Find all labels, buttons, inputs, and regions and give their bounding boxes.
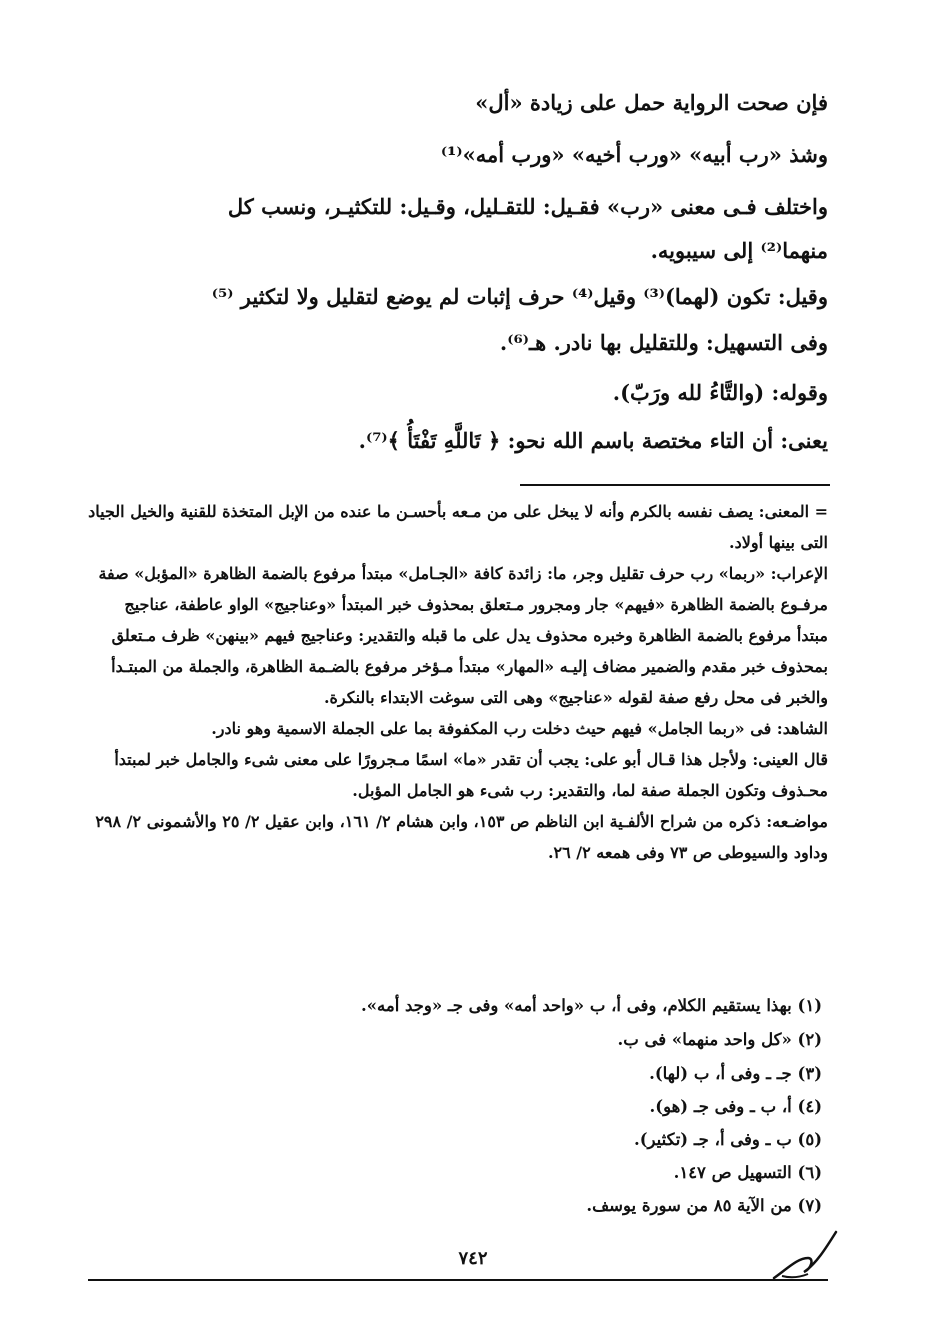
footnote-item: (٢) «كل واحد منهما» فى ب. (617, 1030, 822, 1049)
main-text-line: وقوله: (والتَّاءُ لله ورَبّ). (612, 380, 828, 405)
footnote-item: (٧) من الآية ٨٥ من سورة يوسف. (586, 1196, 822, 1215)
footnote-item: (٦) التسهيل ص ١٤٧. (673, 1163, 822, 1182)
main-text-line: وقيل: تكون (لهما)⁽³⁾ وقيل⁽⁴⁾ حرف إثبات لم يوضع لتقليل ولا لتكثير ⁽⁵⁾ (211, 284, 828, 309)
main-text-line: يعنى: أن التاء مختصة باسم الله نحو: ﴿ تَاللَّهِ تَفْتَأُ ﴾⁽⁷⁾. (358, 428, 828, 453)
footnote-item: (٣) جـ ـ وفى أ، ب (لها). (649, 1064, 822, 1083)
footnote-item: (٥) ب ـ وفى أ، جـ (تكثير). (633, 1130, 822, 1149)
commentary-evidence: الشاهد: فى «ربما الجامل» فيهم حيث دخلت رب المكفوفة بما على الجملة الاسمية وهو نادر. (211, 719, 828, 738)
commentary-sources: مواضـعه: ذكره من شراح الألفـية ابن الناظم ص ١٥٣، وابن هشام ٢/ ١٦١، وابن عقيل ٢/ ٢٥ والأشمونى ٢/ ٢٩٨ وداود والسيوطى ص ٧٣ وفى همعه ٢/ ٢٦. (95, 812, 828, 862)
footnote-commentary (88, 496, 828, 868)
main-text-line: واختلف فـى معنى «رب» فقـيل: للتقـليل، وقـيل: للتكثيـر، ونسب كل (227, 194, 828, 219)
commentary-ayni: قال العينى: ولأجل هذا قـال أبو على: يجب أن تقدر «ما» اسمًا مـجرورًا على معنى شىء والجامل خبر لمبتدأ محـذوف وتكون الجملة صفة لما، والتقدير: رب شىء هو الجامل المؤبل. (114, 750, 828, 800)
footnote-item: (٤) أ، ب ـ وفى جـ (هو). (649, 1097, 822, 1116)
footnote-separator (520, 484, 830, 486)
page-number: ٧٤٢ (458, 1248, 488, 1269)
bottom-rule (88, 1279, 828, 1281)
pen-mark-icon (768, 1228, 838, 1286)
main-text-line: وشذ «رب أبيه» «ورب أخيه» «ورب أمه»⁽¹⁾ (440, 142, 828, 167)
main-text-line: منهما⁽²⁾ إلى سيبويه. (650, 238, 828, 263)
main-text-line: وفى التسهيل: وللتقليل بها نادر. هـ⁽⁶⁾. (499, 330, 828, 355)
footnote-item: (١) بهذا يستقيم الكلام، وفى أ، ب «واحد أمه» وفى جـ «وجد أمه». (360, 996, 822, 1015)
commentary-parsing: الإعراب: «ربما» رب حرف تقليل وجر، ما: زائدة كافة «الجـامل» مبتدأ مرفوع بالضمة الظاهرة «المؤبل» صفة مرفـوع بالضمة الظاهرة «فيهم» جار ومجرور مـتعلق بمحذوف خبر المبتدأ «وعناجيج» الواو عاطفة، عناجيج مبتدأ مرفوع بالضمة الظاهرة وخبره محذوف يدل على ما قبله والتقدير: وعناجيج فيهم «بينهن» ظرف مـتعلق بمحذوف خبر مقدم والضمير مضاف إليـه «المهار» مبتدأ مـؤخر مرفوع بالضـمة الظاهرة، والجملة من المبتـدأ والخبر فى محل رفع صفة لقوله «عناجيج» وهى التى سوغت الابتداء بالنكرة. (98, 564, 828, 707)
commentary-meaning: = المعنى: يصف نفسه بالكرم وأنه لا يبخل على من مـعه بأحسـن ما عنده من الإبل المتخذة للقنية والخيل الجياد التى بينها أولاد. (88, 502, 828, 552)
main-text-line: فإن صحت الرواية حمل على زيادة «أل» (475, 90, 828, 115)
